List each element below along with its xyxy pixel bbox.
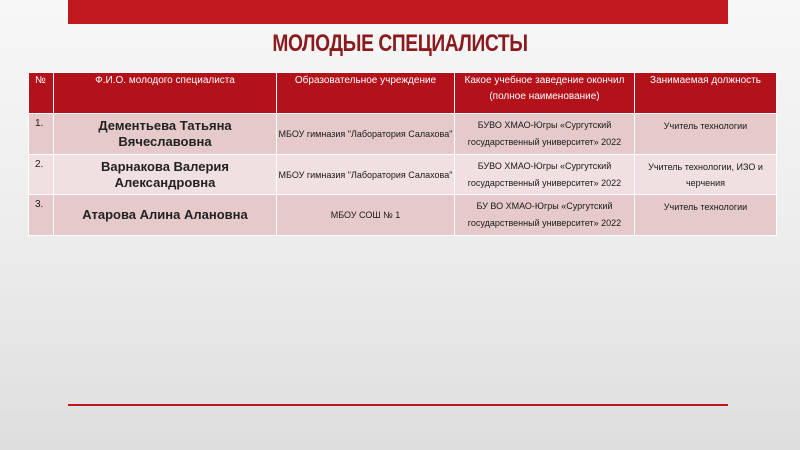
header-school: Образовательное учреждение (277, 73, 455, 114)
university-name (455, 155, 635, 195)
top-accent-bar (68, 0, 728, 24)
university-line-2: государственный университет» 2022 (467, 137, 622, 147)
header-university: Какое учебное заведение окончил (полное наименование) (455, 73, 635, 114)
position: Учитель технологии, ИЗО и черчения (635, 155, 777, 195)
header-name: Ф.И.О. молодого специалиста (54, 73, 277, 114)
row-number: 2. (29, 155, 54, 195)
university-name (455, 195, 635, 236)
specialists-table (28, 72, 777, 236)
university-line-1: БУВО ХМАО-Югры «Сургутский (477, 160, 612, 171)
university-name (455, 114, 635, 155)
bottom-divider-line (68, 404, 728, 406)
specialist-name: Варнакова Валерия Александровна (54, 155, 277, 195)
table-row (29, 155, 777, 195)
row-number: 3. (29, 195, 54, 236)
position: Учитель технологии (635, 195, 777, 236)
row-number: 1. (29, 114, 54, 155)
specialist-name: Атарова Алина Алановна (54, 195, 277, 236)
university-line-1: БУВО ХМАО-Югры «Сургутский (477, 120, 612, 130)
school-name: МБОУ СОШ № 1 (277, 195, 455, 236)
page-title: МОЛОДЫЕ СПЕЦИАЛИСТЫ (272, 30, 528, 57)
specialist-name: Дементьева Татьяна Вячеславовна (54, 114, 277, 155)
university-line-1: БУ ВО ХМАО-Югры «Сургутский (476, 201, 613, 211)
position: Учитель технологии (635, 114, 777, 155)
header-number: № (29, 73, 54, 114)
university-line-2: государственный университет» 2022 (467, 218, 622, 228)
university-line-2: государственный университет» 2022 (467, 177, 622, 188)
header-position: Занимаемая должность (635, 73, 777, 114)
table-header-row (29, 73, 777, 114)
school-name: МБОУ гимназия "Лаборатория Салахова" (277, 114, 455, 155)
table-row (29, 114, 777, 155)
school-name: МБОУ гимназия "Лаборатория Салахова" (277, 155, 455, 195)
table-row (29, 195, 777, 236)
